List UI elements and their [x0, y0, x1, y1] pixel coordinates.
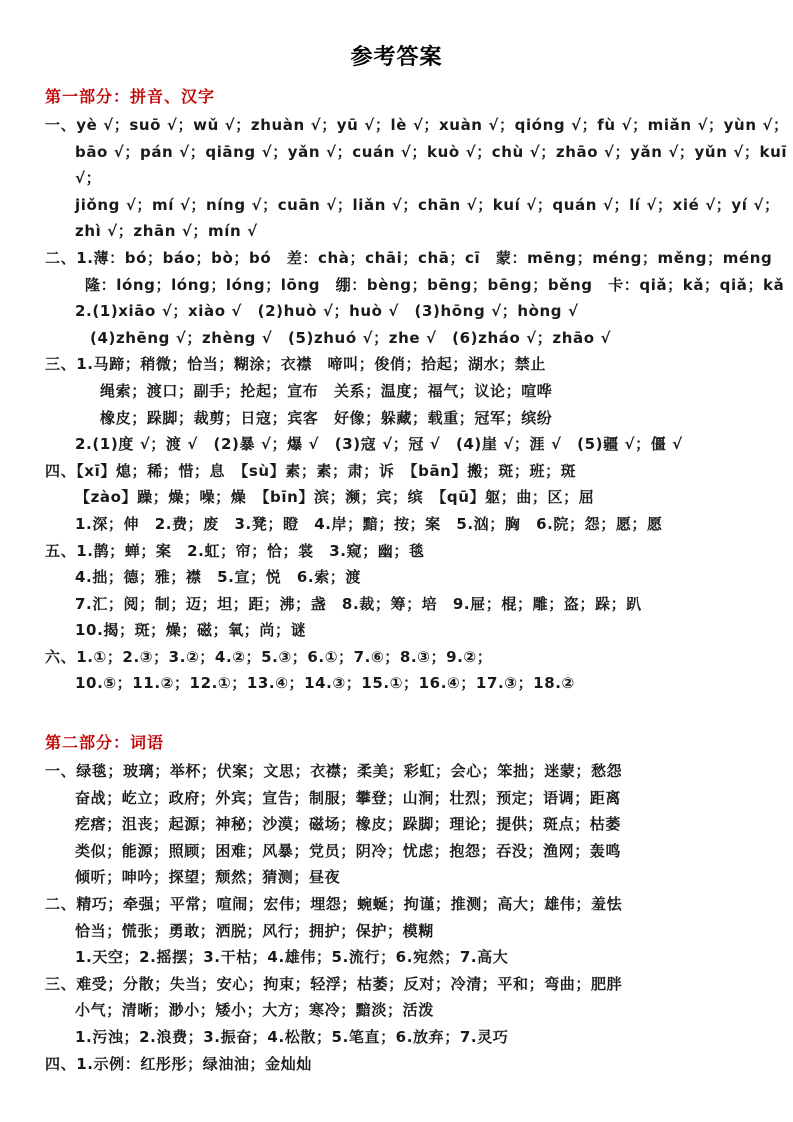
section-1-heading: 第一部分：拼音、汉字 — [45, 87, 216, 106]
answer-line: 4.拙；德；雅；襟 5.宣；悦 6.索；渡 — [75, 568, 362, 587]
answer-line: 奋战；屹立；政府；外宾；宣告；制服；攀登；山涧；壮烈；预定；语调；距离 — [75, 788, 622, 807]
answer-line: 10.揭；斑；燥；磁；氧；尚；谜 — [75, 621, 307, 640]
answer-line: 小气；清晰；渺小；矮小；大方；寒冷；黯淡；活泼 — [75, 1001, 434, 1020]
answer-line: zhì √；zhān √；mín √ — [75, 222, 258, 241]
answer-line: 1.天空；2.摇摆；3.干枯；4.雄伟；5.流行；6.宛然；7.高大 — [75, 948, 509, 967]
answer-line: 一、yè √；suō √；wǔ √；zhuàn √；yū √；lè √；xuàn √；qióng √；fù √；miǎn √；yùn √； — [45, 116, 789, 134]
section-ciyu — [0, 732, 793, 1077]
section-2-lines — [0, 758, 793, 1077]
answer-line: 四、1.示例：红彤彤；绿油油；金灿灿 — [45, 1054, 312, 1073]
page-title: 参考答案 — [350, 45, 443, 70]
answer-line: 1.污浊；2.浪费；3.振奋；4.松散；5.笔直；6.放弃；7.灵巧 — [75, 1028, 509, 1046]
answer-line: bāo √；pán √；qiāng √；yǎn √；cuán √；kuò √；chù √；zhāo √；yǎn √；yǔn √；kuī √； — [75, 142, 793, 188]
answer-line: 一、绿毯；玻璃；举杯；伏案；文思；衣襟；柔美；彩虹；会心；笨拙；迷蒙；愁怨 — [45, 762, 623, 781]
answer-line: 2.(1)度 √；渡 √ (2)暴 √；爆 √ (3)寇 √；冠 √ (4)崖 √；涯 √ (5)疆 √；僵 √ — [75, 435, 683, 454]
answer-line: 7.汇；阅；制；迈；坦；距；沸；盏 8.裁；筹；培 9.屉；棍；雕；盗；跺；趴 — [75, 594, 642, 613]
answer-line: 绳索；渡口；副手；抡起；宣布 关系；温度；福气；议论；喧哗 — [100, 381, 553, 400]
section-divider-space — [0, 697, 793, 719]
section-pinyin-hanzi — [0, 86, 793, 697]
answer-line: 倾听；呻吟；探望；颓然；猜测；昼夜 — [75, 868, 341, 887]
answer-line: 橡皮；跺脚；裁剪；日寇；宾客 好像；躲藏；载重；冠军；缤纷 — [100, 408, 553, 427]
answer-line: 2.(1)xiāo √；xiào √ (2)huò √；huò √ (3)hōng √；hòng √ — [75, 302, 579, 321]
answer-line: 二、1.薄：bó；báo；bò；bó 差：chà；chāi；chā；cī 蒙：mēng；méng；měng；méng — [45, 248, 773, 267]
answer-line: 三、1.马蹄；稍微；恰当；糊涂；衣襟 啼叫；俊俏；拾起；湖水；禁止 — [45, 355, 546, 374]
answer-line: 【zào】躁；燥；噪；燥 【bīn】滨；濒；宾；缤 【qū】躯；曲；区；屈 — [75, 488, 595, 507]
answer-line: 10.⑤；11.②；12.①；13.④；14.③；15.①；16.④；17.③；18.② — [75, 674, 575, 693]
answer-line: 三、难受；分散；失当；安心；拘束；轻浮；枯萎；反对；冷清；平和；弯曲；肥胖 — [45, 974, 623, 993]
answer-line: 恰当；慌张；勇敢；洒脱；风行；拥护；保护；模糊 — [75, 921, 434, 940]
answer-line: 四、【xī】熄；稀；惜；息 【sù】素；素；肃；诉 【bān】搬；斑；班；斑 — [45, 461, 577, 480]
answer-line: jiǒng √；mí √；níng √；cuān √；liǎn √；chān √；kuí √；quán √；lí √；xié √；yí √； — [75, 195, 780, 214]
answer-line: 疙瘩；沮丧；起源；神秘；沙漠；磁场；橡皮；跺脚；理论；提供；斑点；枯萎 — [75, 815, 622, 834]
answer-line: 二、精巧；牵强；平常；喧闹；宏伟；埋怨；蜿蜒；拘谨；推测；高大；雄伟；羞怯 — [45, 895, 623, 914]
section-2-heading: 第二部分：词语 — [45, 733, 165, 753]
answer-line: 六、1.①；2.③；3.②；4.②；5.③；6.①；7.⑥；8.③；9.②； — [45, 647, 493, 666]
answer-line: 五、1.鹊；蝉；案 2.虹；帘；恰；裳 3.窥；幽；毯 — [45, 541, 425, 560]
answer-line: 隆：lóng；lóng；lóng；lōng 绷：bèng；bēng；bēng；běng 卡：qiǎ；kǎ；qiǎ；kǎ — [85, 275, 785, 294]
answer-line: 类似；能源；照顾；困难；风暴；党员；阴冷；忧虑；抱怨；吞没；渔网；轰鸣 — [75, 841, 622, 860]
answer-line: (4)zhēng √；zhèng √ (5)zhuó √；zhe √ (6)zháo √；zhāo √ — [90, 328, 612, 347]
section-1-lines — [0, 112, 793, 697]
answer-line: 1.深；伸 2.费；废 3.凳；瞪 4.岸；黯；按；案 5.汹；胸 6.院；怨；愿；愿 — [75, 514, 663, 533]
